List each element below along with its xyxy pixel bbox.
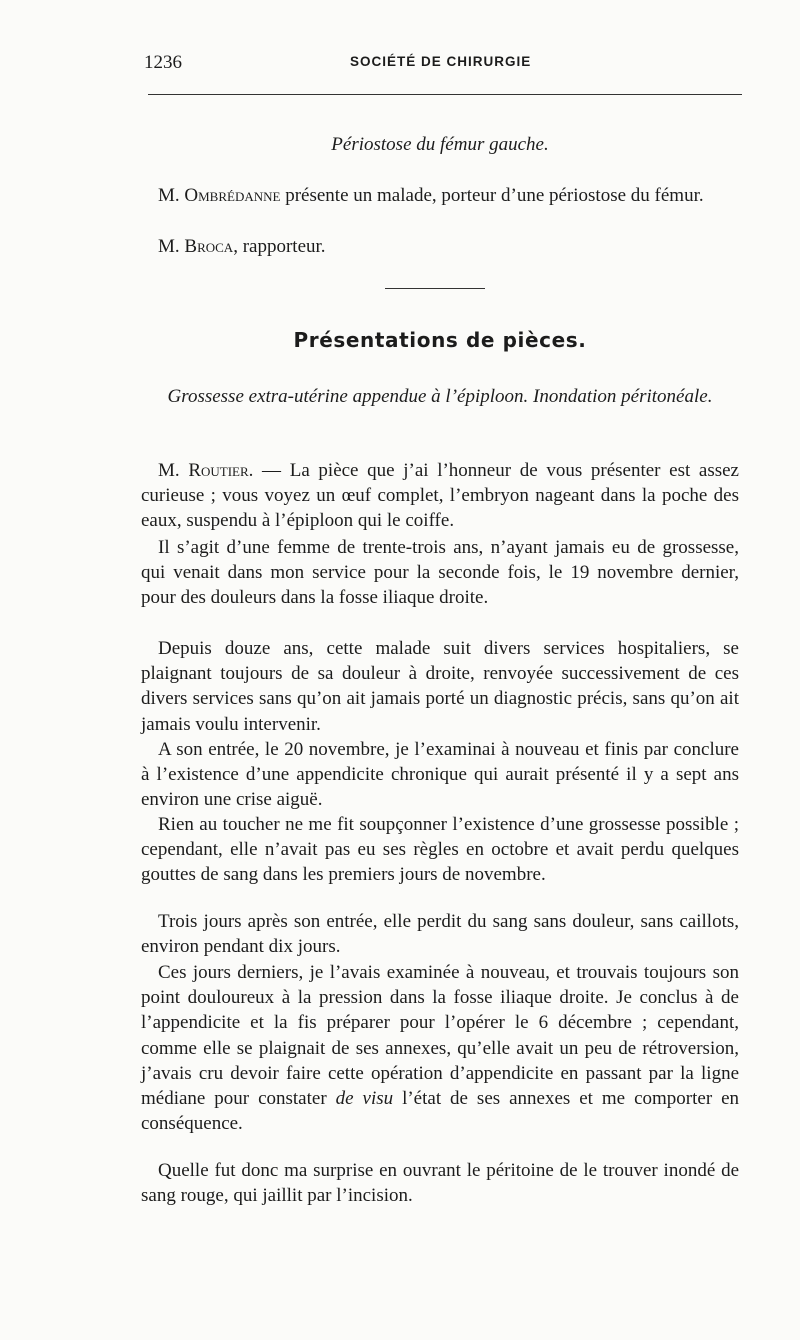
author-name: Broca bbox=[184, 236, 234, 257]
paragraph-7 bbox=[141, 960, 739, 1136]
paragraph-8 bbox=[141, 1158, 739, 1208]
section-title: Présentations de pièces. bbox=[293, 328, 587, 352]
paragraph-text: l’état de ses annexes et me comporter en conséquence. bbox=[141, 1088, 740, 1135]
paragraph-text: Rien au toucher ne me fit soupçonner l’existence d’une grossesse possible ; cependant, elle n’avait pas eu ses règles en octobre et avait perdu quelques gouttes de sang dans les premiers jours de novembre. bbox=[141, 814, 739, 886]
separator-rule bbox=[385, 288, 485, 289]
paragraph-5 bbox=[141, 812, 739, 888]
paragraph-text: Depuis douze ans, cette malade suit divers services hospitaliers, se plaignant toujours de sa douleur à droite, renvoyée successivement de ces divers services sans qu’on ait jamais porté un diagnostic précis, sans qu’on ait jamais voulu intervenir. bbox=[141, 638, 739, 735]
running-head: SOCIÉTÉ DE CHIRURGIE bbox=[350, 54, 532, 69]
paragraph-text: Trois jours après son entrée, elle perdit du sang sans douleur, sans caillots, environ pendant dix jours. bbox=[141, 911, 739, 958]
section-subtitle: Grossesse extra-utérine appendue à l’épiploon. Inondation péritonéale. bbox=[167, 386, 713, 407]
paragraph-text: Quelle fut donc ma surprise en ouvrant le péritoine de le trouver inondé de sang rouge, qui jaillit par l’incision. bbox=[141, 1160, 739, 1207]
page-header bbox=[140, 52, 740, 76]
paragraph-text: . — La pièce que j’ai l’honneur de vous présenter est assez curieuse ; vous voyez un œuf complet, l’embryon nageant dans la poche des eaux, suspendu à l’épiploon qui le coiffe. bbox=[141, 460, 739, 532]
page-number: 1236 bbox=[144, 52, 182, 73]
paragraph-text: A son entrée, le 20 novembre, je l’examinai à nouveau et finis par conclure à l’existence d’une appendicite chronique qui aurait présenté il y a sept ans environ une crise aiguë. bbox=[141, 739, 739, 811]
paragraph-text: , rapporteur. bbox=[233, 236, 326, 257]
author-name: Routier bbox=[188, 460, 249, 481]
italic-phrase: de visu bbox=[335, 1088, 394, 1110]
paragraph-ombredanne: M. Ombrédanne présente un malade, porteur d’une périostose du fémur. bbox=[158, 185, 704, 206]
paragraph-routier: M. Routier. — La pièce que j’ai l’honneur de vous présenter est assez curieuse ; vous voyez un œuf complet, l’embryon nageant dans la poche des eaux, suspendu à l’épiploon qui le coiffe. bbox=[141, 460, 739, 532]
paragraph-text: Ces jours derniers, je l’avais examinée à nouveau, et trouvais toujours son point douloureux à la pression dans la fosse iliaque droite. Je conclus à de l’appendicite et la fis préparer pour l’opérer le 6 décembre ; cependant, comme elle se plaignait de ses annexes, qu’elle avait un peu de rétroversion, j’avais cru devoir faire cette opération d’appendicite en passant par la ligne médiane pour constater bbox=[141, 962, 739, 1110]
paragraph-text: présente un malade, porteur d’une périostose du fémur. bbox=[285, 185, 704, 206]
paragraph-text: Il s’agit d’une femme de trente-trois ans, n’ayant jamais eu de grossesse, qui venait dans mon service pour la seconde fois, le 19 novembre dernier, pour des douleurs dans la fosse iliaque droite. bbox=[141, 537, 739, 609]
paragraph-6 bbox=[141, 909, 739, 959]
periostose-title: Périostose du fémur gauche. bbox=[331, 134, 549, 155]
paragraph-4 bbox=[141, 737, 739, 813]
header-rule bbox=[148, 94, 742, 95]
paragraph-broca: M. Broca, rapporteur. bbox=[158, 236, 326, 257]
paragraph-3 bbox=[141, 636, 739, 737]
author-name: Ombrédanne bbox=[184, 185, 281, 206]
paragraph-2 bbox=[141, 535, 739, 611]
